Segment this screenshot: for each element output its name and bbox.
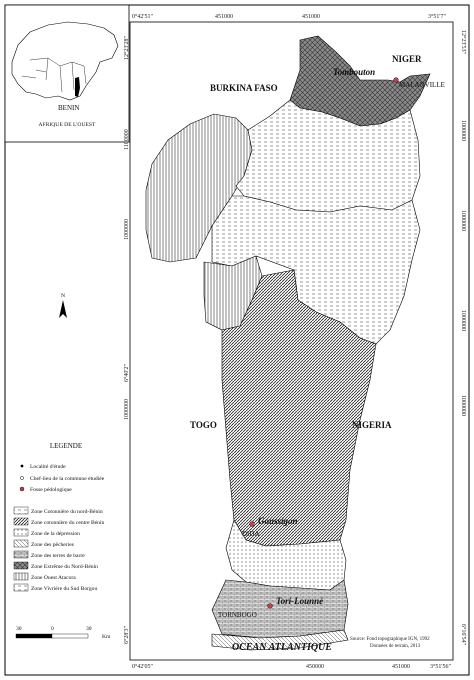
legend-swatch bbox=[14, 540, 28, 547]
legend-item: Localité d'étude bbox=[30, 464, 66, 470]
coord-left-bottom: 6°28'3" bbox=[124, 626, 130, 644]
town-malanville: MALANVILLE bbox=[399, 81, 445, 89]
coord-left-mid1: 1100000 bbox=[124, 129, 130, 150]
coord-left-mid3: 6°40'2" bbox=[124, 364, 130, 382]
inset-caption: AFRIQUE DE L'OUEST bbox=[38, 122, 96, 128]
legend-item: Zone Ouest Atacora bbox=[31, 575, 76, 581]
legend-swatch bbox=[14, 529, 28, 536]
town-marker bbox=[268, 604, 273, 609]
source-line-2: Données de terrain, 2013 bbox=[370, 644, 421, 649]
source-line-1: Source: Fond topographique IGN, 1992 bbox=[350, 637, 430, 642]
legend-item: Zone Cotonnière du nord-Bénin bbox=[31, 509, 103, 515]
scale-label: 30 bbox=[86, 626, 92, 632]
coord-top-mid2: 451000 bbox=[302, 14, 320, 20]
inset-map bbox=[5, 5, 129, 142]
scale-segment bbox=[52, 634, 88, 638]
legend-swatch bbox=[14, 573, 28, 580]
label-nigeria: NIGERIA bbox=[352, 420, 392, 430]
coord-top-mid1: 451000 bbox=[215, 14, 233, 20]
town-dida: DIDA bbox=[242, 530, 260, 538]
legend-swatch bbox=[14, 584, 28, 591]
legend-item: Zone de la dépression bbox=[31, 531, 80, 537]
coord-top-left: 0°42'51" bbox=[132, 14, 153, 20]
legend-swatch bbox=[14, 518, 28, 525]
legend-symbol-locality bbox=[21, 465, 24, 468]
legend-item: Zone Vivrière du Sud Borgou bbox=[31, 586, 98, 592]
coord-right-top: 12°23'53" bbox=[460, 30, 466, 54]
label-niger: NIGER bbox=[392, 54, 422, 64]
coord-top-right: 3°51'7" bbox=[428, 14, 446, 20]
label-togo: TOGO bbox=[190, 420, 217, 430]
coord-bottom-right: 3°51'56" bbox=[430, 664, 451, 670]
coord-right-bottom: 6°16'54" bbox=[460, 624, 466, 645]
coord-left-top: 12°23'28" bbox=[124, 36, 130, 60]
coord-bottom-mid2: 451000 bbox=[392, 664, 410, 670]
inset-benin-label: BENIN bbox=[58, 104, 80, 112]
town-marker bbox=[394, 78, 399, 83]
coord-right-mid4: 1000000 bbox=[460, 395, 466, 416]
label-burkina: BURKINA FASO bbox=[210, 83, 278, 93]
legend-symbol-chef-lieu bbox=[20, 476, 23, 479]
legend-item: Chef-lieu de la commune étudiée bbox=[30, 476, 105, 482]
legend-item: Zone cotonnière du centre Bénin bbox=[31, 520, 105, 526]
legend-swatch bbox=[14, 507, 28, 514]
scale-label: 0 bbox=[51, 626, 54, 632]
legend-swatch bbox=[14, 551, 28, 558]
town-tombouton: Tombouton bbox=[333, 67, 376, 77]
town-gossigon: Goussigon bbox=[258, 516, 298, 526]
legend-item: Zone des terres de barre bbox=[31, 553, 85, 559]
coord-right-mid1: 1000000 bbox=[460, 120, 466, 141]
legend-item: Zone des pêcheries bbox=[31, 542, 74, 548]
coord-right-mid2: 1000000 bbox=[460, 210, 466, 231]
coord-left-mid2: 1000000 bbox=[124, 219, 130, 240]
scale-unit: Km bbox=[102, 634, 111, 640]
town-marker bbox=[250, 522, 255, 527]
coord-left-mid4: 1000000 bbox=[124, 399, 130, 420]
legend-title: LEGENDE bbox=[49, 442, 83, 450]
town-tori: Tori-Lounné bbox=[276, 596, 324, 606]
town-tornbogo: TORNBOGO bbox=[218, 611, 257, 619]
legend-item: Zone Extrême du Nord-Bénin bbox=[31, 564, 98, 570]
coord-bottom-left: 0°42'05" bbox=[132, 664, 153, 670]
legend-swatch bbox=[14, 562, 28, 569]
legend-item: Fosse pédologique bbox=[30, 487, 72, 493]
north-arrow-label: N bbox=[60, 293, 66, 299]
coord-bottom-mid1: 450000 bbox=[306, 664, 324, 670]
coord-right-mid3: 1000000 bbox=[460, 310, 466, 331]
scale-label: 30 bbox=[16, 626, 22, 632]
scale-segment bbox=[16, 634, 52, 638]
label-ocean: OCEAN ATLANTIQUE bbox=[232, 642, 332, 653]
legend-symbol-fosse bbox=[20, 487, 24, 491]
